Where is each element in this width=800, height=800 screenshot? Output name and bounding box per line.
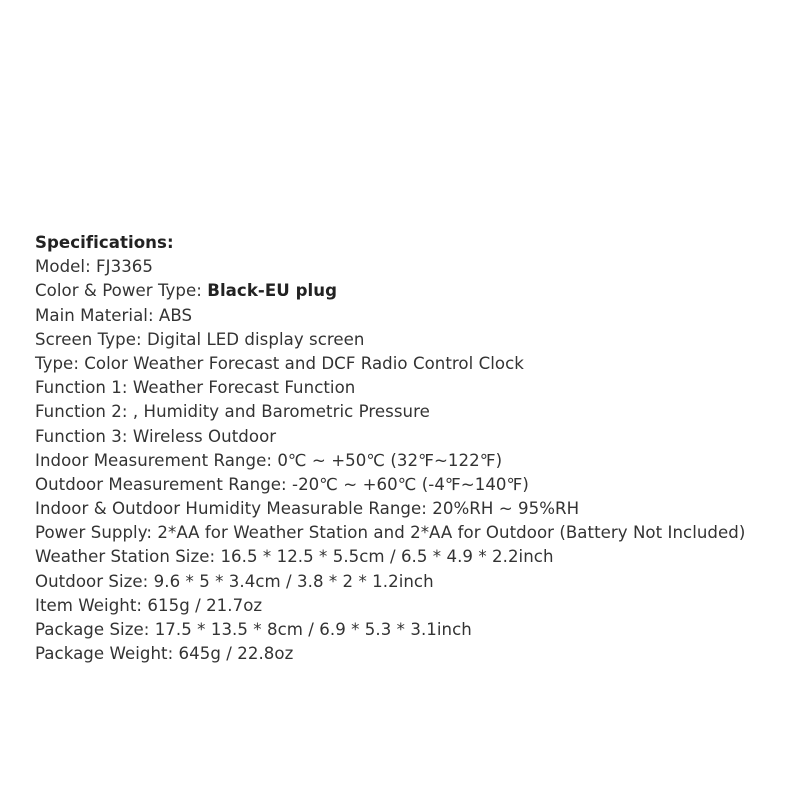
spec-label: Power Supply:	[35, 523, 158, 543]
spec-line	[35, 400, 795, 424]
spec-line	[35, 594, 795, 618]
spec-label: Model:	[35, 257, 97, 277]
specifications-block	[35, 231, 795, 666]
spec-line	[35, 279, 795, 303]
spec-value: Wireless Outdoor	[132, 426, 277, 446]
spec-value: 20%RH ~ 95%RH	[432, 499, 580, 519]
spec-line	[35, 255, 795, 279]
spec-label: Indoor Measurement Range:	[35, 450, 278, 470]
spec-label: Outdoor Measurement Range:	[35, 474, 293, 494]
spec-line	[35, 545, 795, 569]
spec-label: Color & Power Type:	[35, 281, 208, 301]
spec-value: 615g / 21.7oz	[147, 595, 263, 615]
spec-value: 16.5 * 12.5 * 5.5cm / 6.5 * 4.9 * 2.2inch	[220, 547, 554, 567]
spec-value: 645g / 22.8oz	[178, 644, 294, 664]
spec-line	[35, 497, 795, 521]
spec-label: Function 3:	[35, 426, 133, 446]
spec-value: FJ3365	[96, 257, 154, 277]
spec-value: ABS	[158, 305, 193, 325]
spec-value: , Humidity and Barometric Pressure	[132, 402, 430, 422]
spec-value: 17.5 * 13.5 * 8cm / 6.9 * 5.3 * 3.1inch	[154, 620, 472, 639]
spec-label: Indoor & Outdoor Humidity Measurable Range:	[35, 499, 433, 519]
spec-value: -20℃ ~ +60℃ (-4℉~140℉)	[292, 474, 529, 494]
spec-list	[35, 255, 795, 666]
spec-label: Main Material:	[35, 305, 159, 325]
spec-value: 2*AA for Weather Station and 2*AA for Outdoor (Battery Not Included)	[157, 523, 746, 543]
spec-line	[35, 473, 795, 497]
spec-line	[35, 521, 795, 545]
spec-label: Item Weight:	[35, 595, 148, 615]
spec-label: Package Weight:	[35, 644, 179, 664]
spec-line	[35, 642, 795, 666]
spec-label: Weather Station Size:	[35, 547, 221, 567]
spec-label: Outdoor Size:	[35, 571, 154, 591]
specifications-heading: Specifications:	[35, 233, 174, 252]
spec-label: Function 2:	[35, 402, 133, 422]
spec-line	[35, 352, 795, 376]
spec-value: Color Weather Forecast and DCF Radio Control Clock	[84, 353, 524, 373]
spec-value: Black-EU plug	[207, 281, 338, 301]
spec-label: Function 1:	[35, 378, 133, 398]
spec-value: 9.6 * 5 * 3.4cm / 3.8 * 2 * 1.2inch	[153, 571, 434, 591]
spec-line	[35, 618, 795, 642]
spec-value: Digital LED display screen	[146, 329, 365, 349]
spec-label: Type:	[35, 353, 85, 373]
spec-line	[35, 328, 795, 352]
spec-value: Weather Forecast Function	[132, 378, 356, 398]
spec-line	[35, 425, 795, 449]
spec-label: Package Size:	[35, 620, 155, 639]
spec-line	[35, 570, 795, 594]
spec-label: Screen Type:	[35, 329, 147, 349]
spec-line	[35, 376, 795, 400]
spec-line	[35, 304, 795, 328]
spec-value: 0℃ ~ +50℃ (32℉~122℉)	[277, 450, 503, 470]
spec-line	[35, 449, 795, 473]
